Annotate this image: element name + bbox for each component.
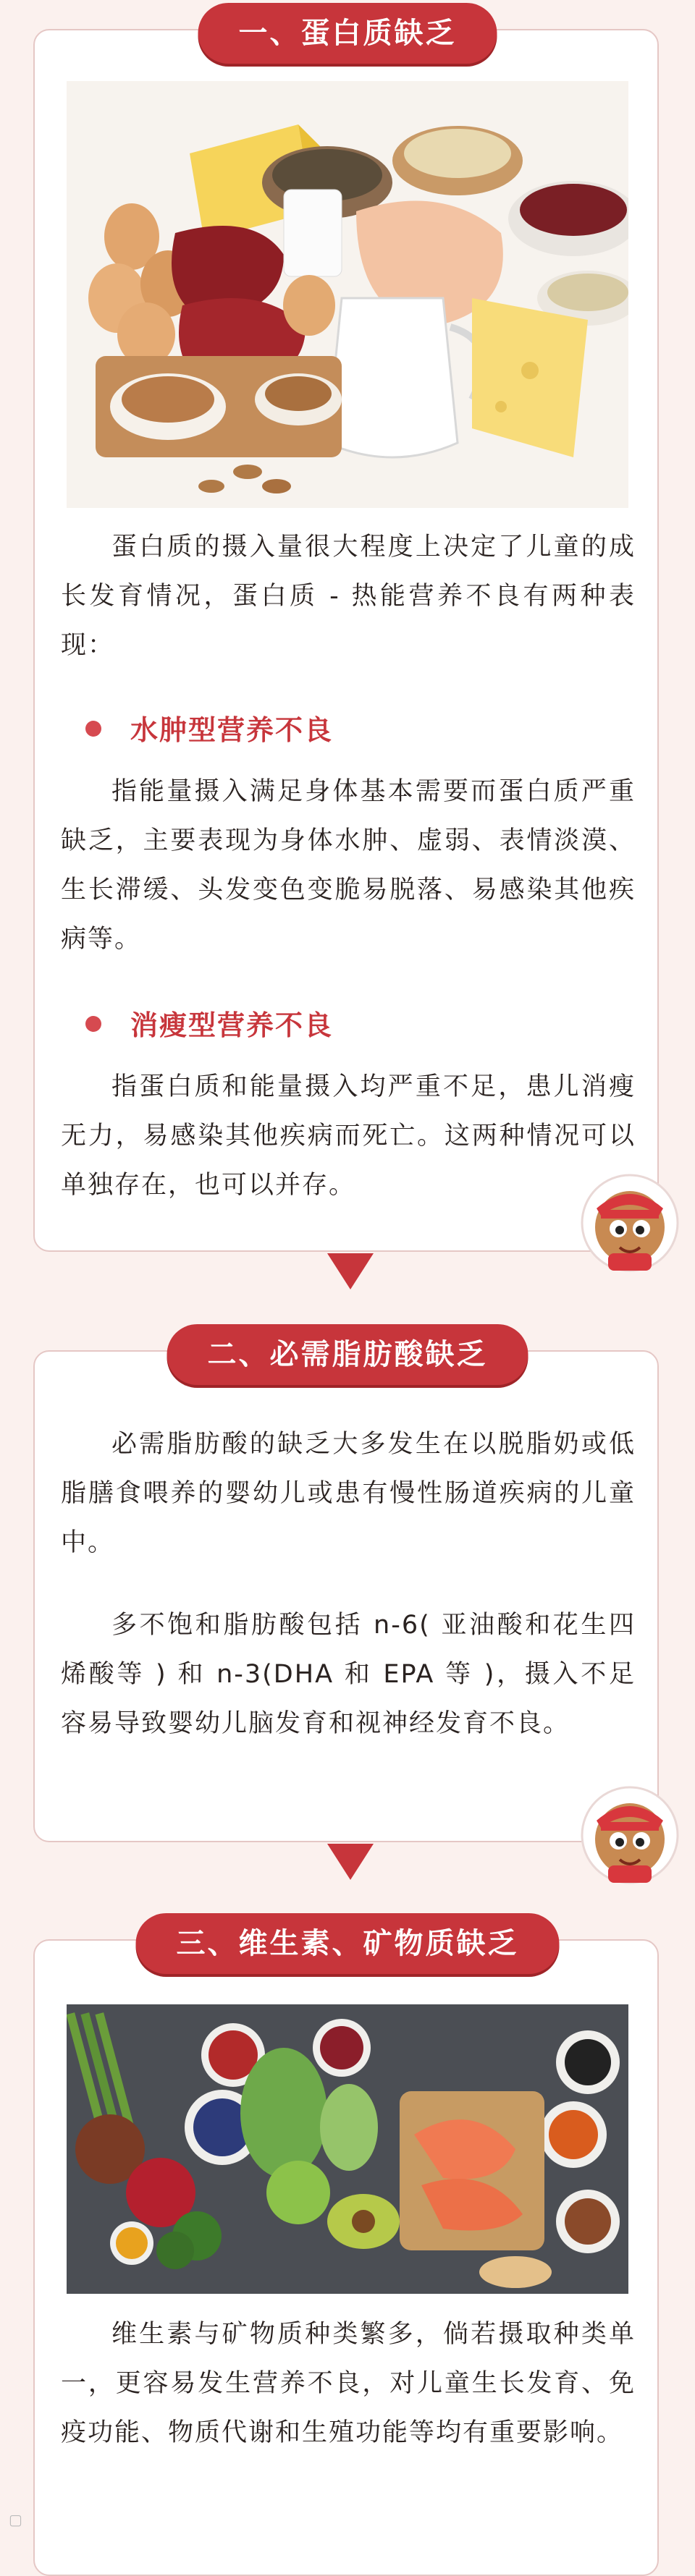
- fatty-acid-text-1: 必需脂肪酸的缺乏大多发生在以脱脂奶或低脂膳食喂养的婴幼儿或患有慢性肠道疾病的儿童中。: [61, 1430, 636, 1557]
- watermark-logo: ▢: [9, 2511, 22, 2528]
- section-title-protein: 一、蛋白质缺乏: [198, 3, 497, 64]
- section-title-vitamin-mineral: 三、维生素、矿物质缺乏: [136, 1913, 560, 1974]
- protein-foods-image: [67, 81, 628, 508]
- protein-intro-text: 蛋白质的摄入量很大程度上决定了儿童的成长发育情况，蛋白质 - 热能营养不良有两种表现：: [61, 533, 636, 660]
- wasting-description-text: 指蛋白质和能量摄入均严重不足，患儿消瘦无力，易感染其他疾病而死亡。这两种情况可以单独存在，也可以并存。: [61, 1072, 636, 1200]
- bullet-dot-1: [85, 721, 101, 737]
- fatty-acid-text-2: 多不饱和脂肪酸包括 n-6( 亚油酸和花生四烯酸等 ) 和 n-3(DHA 和 EPA 等 )，摄入不足容易导致婴幼儿脑发育和视神经发育不良。: [61, 1611, 636, 1738]
- vitamin-mineral-text: 维生素与矿物质种类繁多，倘若摄取种类单一，更容易发生营养不良，对儿童生长发育、免疫功能、物质代谢和生殖功能等均有重要影响。: [61, 2320, 636, 2447]
- bullet-dot-2: [85, 1016, 101, 1032]
- down-arrow-1: [327, 1253, 374, 1289]
- mascot-icon-2: [579, 1784, 681, 1886]
- down-arrow-2: [327, 1844, 374, 1880]
- bullet-edema-malnutrition: 水肿型营养不良: [130, 714, 334, 746]
- mascot-icon: [579, 1172, 681, 1274]
- bullet-wasting-malnutrition: 消瘦型营养不良: [130, 1009, 334, 1041]
- section-title-fatty-acid: 二、必需脂肪酸缺乏: [167, 1324, 528, 1385]
- edema-description-text: 指能量摄入满足身体基本需要而蛋白质严重缺乏，主要表现为身体水肿、虚弱、表情淡漠、生长滞缓、头发变色变脆易脱落、易感染其他疾病等。: [61, 777, 636, 954]
- vegetables-fish-image: [67, 2004, 628, 2294]
